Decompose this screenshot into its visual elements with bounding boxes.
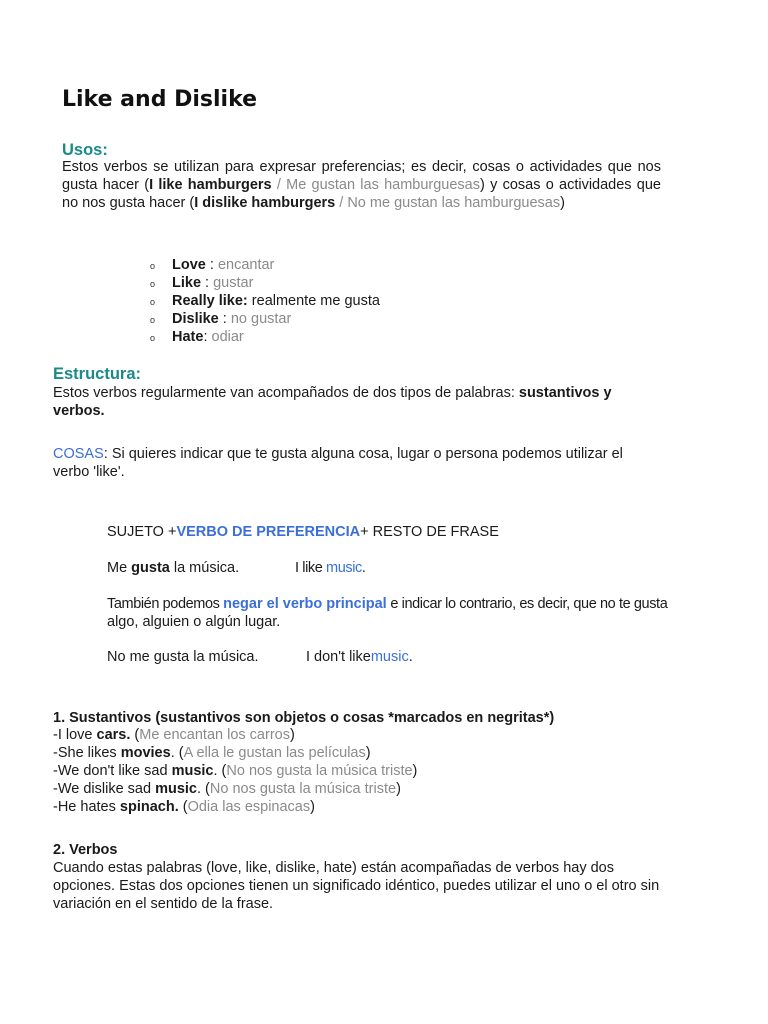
example-en-i-like: I like music. (295, 560, 366, 576)
estructura-heading: Estructura: (53, 365, 142, 383)
estructura-paragraph: Estos verbos regularmente van acompañados de dos tipos de palabras: sustantivos y verbos. (53, 385, 612, 419)
verbos-paragraph: Cuando estas palabras (love, like, dislike, hate) están acompañadas de verbos hay dos opciones. Estas dos opciones tienen un significado idéntico, puedes utilizar el uno o el otro sin variación en el sentido de la frase. (53, 860, 660, 912)
page-title: Like and Dislike (62, 87, 258, 112)
example-en-i-dont-like: I don't likemusic. (306, 649, 413, 665)
verbos-heading: 2. Verbos (53, 842, 118, 858)
example-i-like-hamburgers: I like hamburgers (149, 177, 272, 193)
list-item: -He hates spinach. (Odia las espinacas) (53, 799, 315, 815)
example-i-dislike-hamburgers: I dislike hamburgers (194, 195, 336, 211)
sustantivos-list (53, 726, 417, 816)
translation-me-gustan: Me gustan las hamburguesas (286, 177, 480, 193)
cosas-label: COSAS (53, 446, 104, 462)
cosas-paragraph: COSAS: Si quieres indicar que te gusta alguna cosa, lugar o persona podemos utilizar el verbo 'like'. (53, 446, 623, 480)
structure-formula: SUJETO +VERBO DE PREFERENCIA+ RESTO DE FRASE (107, 524, 499, 540)
list-item: o Hate: odiar (150, 329, 244, 345)
list-item: -I love cars. (Me encantan los carros) (53, 727, 295, 743)
list-item: o Like : gustar (150, 275, 254, 291)
translation-no-me-gustan: No me gustan las hamburguesas (347, 195, 561, 211)
negation-paragraph-line1: También podemos negar el verbo principal e indicar lo contrario, es decir, que no te gusta (107, 596, 668, 612)
usos-paragraph: Estos verbos se utilizan para expresar preferencias; es decir, cosas o actividades que nos gusta hacer (I like hamburgers / Me gustan las hamburguesas) y cosas o actividades que no nos gusta hacer (I dislike hamburgers / No me gustan las hamburguesas) (62, 159, 661, 211)
list-item: -We don't like sad music. (No nos gusta la música triste) (53, 763, 418, 779)
list-item: o Really like: realmente me gusta (150, 293, 380, 309)
usos-heading: Usos: (62, 141, 108, 159)
list-item: o Love : encantar (150, 257, 275, 273)
example-es-no-me-gusta: No me gusta la música. (107, 649, 259, 665)
example-es-me-gusta: Me gusta la música. (107, 560, 240, 576)
verbs-list (150, 256, 380, 346)
negation-paragraph-line2: algo, alguien o algún lugar. (107, 614, 281, 630)
list-item: -We dislike sad music. (No nos gusta la música triste) (53, 781, 401, 797)
sustantivos-heading: 1. Sustantivos (sustantivos son objetos o cosas *marcados en negritas*) (53, 710, 555, 726)
list-item: -She likes movies. (A ella le gustan las películas) (53, 745, 371, 761)
list-item: o Dislike : no gustar (150, 311, 292, 327)
